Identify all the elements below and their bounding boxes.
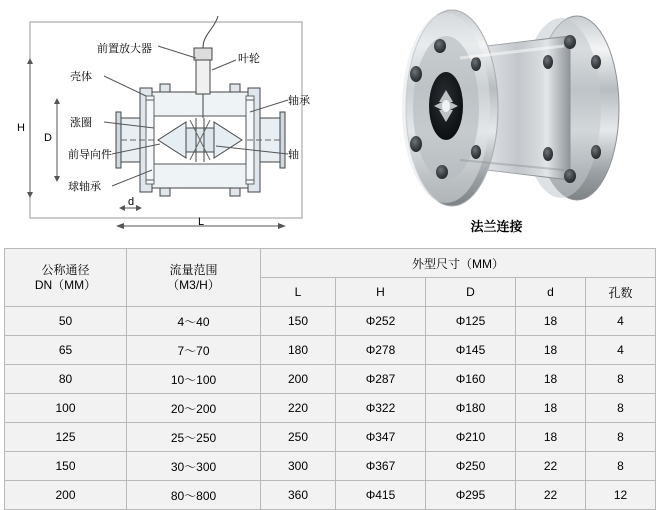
cell-holes: 8 <box>586 365 656 394</box>
cell-h: Φ322 <box>336 394 426 423</box>
cell-h: Φ278 <box>336 336 426 365</box>
cell-holes: 8 <box>586 452 656 481</box>
cell-flow: 30～300 <box>127 452 261 481</box>
dimension-label-l: L <box>198 216 205 228</box>
cell-d-small: 18 <box>516 336 586 365</box>
table-row <box>5 307 656 336</box>
cell-d: Φ125 <box>426 307 516 336</box>
cell-flow: 20～200 <box>127 394 261 423</box>
header-flow-range-line1: 流量范围 <box>169 262 218 277</box>
cell-dn: 65 <box>5 336 127 365</box>
cell-d: Φ295 <box>426 481 516 510</box>
flange-connection-photo <box>334 2 659 214</box>
cell-d-small: 18 <box>516 423 586 452</box>
cell-flow: 25～250 <box>127 423 261 452</box>
cell-holes: 8 <box>586 394 656 423</box>
dimension-label-d-small: d <box>128 196 135 208</box>
header-flow-range-line2: （M3/H） <box>167 277 220 292</box>
cell-d-small: 18 <box>516 365 586 394</box>
cell-h: Φ367 <box>336 452 426 481</box>
cell-d: Φ145 <box>426 336 516 365</box>
cell-dn: 80 <box>5 365 127 394</box>
label-preamplifier: 前置放大器 <box>97 43 152 55</box>
cell-d: Φ180 <box>426 394 516 423</box>
cell-dn: 125 <box>5 423 127 452</box>
turbine-flowmeter-schematic <box>0 0 330 238</box>
cell-dn: 100 <box>5 394 127 423</box>
header-outline-dimensions: 外型尺寸（MM） <box>261 249 656 278</box>
cell-flow: 10～100 <box>127 365 261 394</box>
cell-l: 200 <box>261 365 336 394</box>
cell-h: Φ252 <box>336 307 426 336</box>
top-illustration-area <box>0 0 659 238</box>
dimension-label-d-outer: D <box>44 132 52 144</box>
header-dim-d: D <box>426 278 516 307</box>
dimension-label-h: H <box>17 122 25 134</box>
header-flow-range <box>127 249 261 307</box>
cell-l: 180 <box>261 336 336 365</box>
label-housing: 壳体 <box>70 71 92 83</box>
cell-h: Φ287 <box>336 365 426 394</box>
cell-l: 300 <box>261 452 336 481</box>
cell-l: 360 <box>261 481 336 510</box>
header-dim-l: L <box>261 278 336 307</box>
table-row <box>5 481 656 510</box>
table-row <box>5 452 656 481</box>
label-impeller: 叶轮 <box>238 53 260 65</box>
cell-d: Φ160 <box>426 365 516 394</box>
cell-d-small: 22 <box>516 481 586 510</box>
cell-flow: 7～70 <box>127 336 261 365</box>
cell-l: 220 <box>261 394 336 423</box>
header-hole-count: 孔数 <box>586 278 656 307</box>
label-expansion-ring: 涨圈 <box>70 117 92 129</box>
label-front-guide: 前导向件 <box>68 149 112 161</box>
cell-d: Φ210 <box>426 423 516 452</box>
cell-h: Φ347 <box>336 423 426 452</box>
cell-holes: 4 <box>586 336 656 365</box>
label-bearing: 轴承 <box>288 95 310 107</box>
header-dim-h: H <box>336 278 426 307</box>
table-row <box>5 394 656 423</box>
cell-dn: 50 <box>5 307 127 336</box>
header-nominal-diameter <box>5 249 127 307</box>
cell-flow: 4～40 <box>127 307 261 336</box>
cell-d: Φ250 <box>426 452 516 481</box>
specification-table <box>4 248 655 510</box>
cell-dn: 200 <box>5 481 127 510</box>
photo-caption: 法兰连接 <box>470 219 523 234</box>
cell-holes: 4 <box>586 307 656 336</box>
cell-d-small: 22 <box>516 452 586 481</box>
cell-l: 250 <box>261 423 336 452</box>
cell-h: Φ415 <box>336 481 426 510</box>
cell-l: 150 <box>261 307 336 336</box>
cell-d-small: 18 <box>516 394 586 423</box>
label-shaft: 轴 <box>288 149 299 161</box>
cell-holes: 8 <box>586 423 656 452</box>
header-dim-d-small: d <box>516 278 586 307</box>
table-row <box>5 336 656 365</box>
table-row <box>5 365 656 394</box>
label-ball-bearing: 球轴承 <box>68 181 101 193</box>
cell-flow: 80～800 <box>127 481 261 510</box>
cell-d-small: 18 <box>516 307 586 336</box>
table-header-row-1 <box>5 249 656 278</box>
cell-holes: 12 <box>586 481 656 510</box>
header-nominal-diameter-line2: DN（MM） <box>34 277 97 292</box>
cell-dn: 150 <box>5 452 127 481</box>
table-row <box>5 423 656 452</box>
header-nominal-diameter-line1: 公称通径 <box>41 262 90 277</box>
